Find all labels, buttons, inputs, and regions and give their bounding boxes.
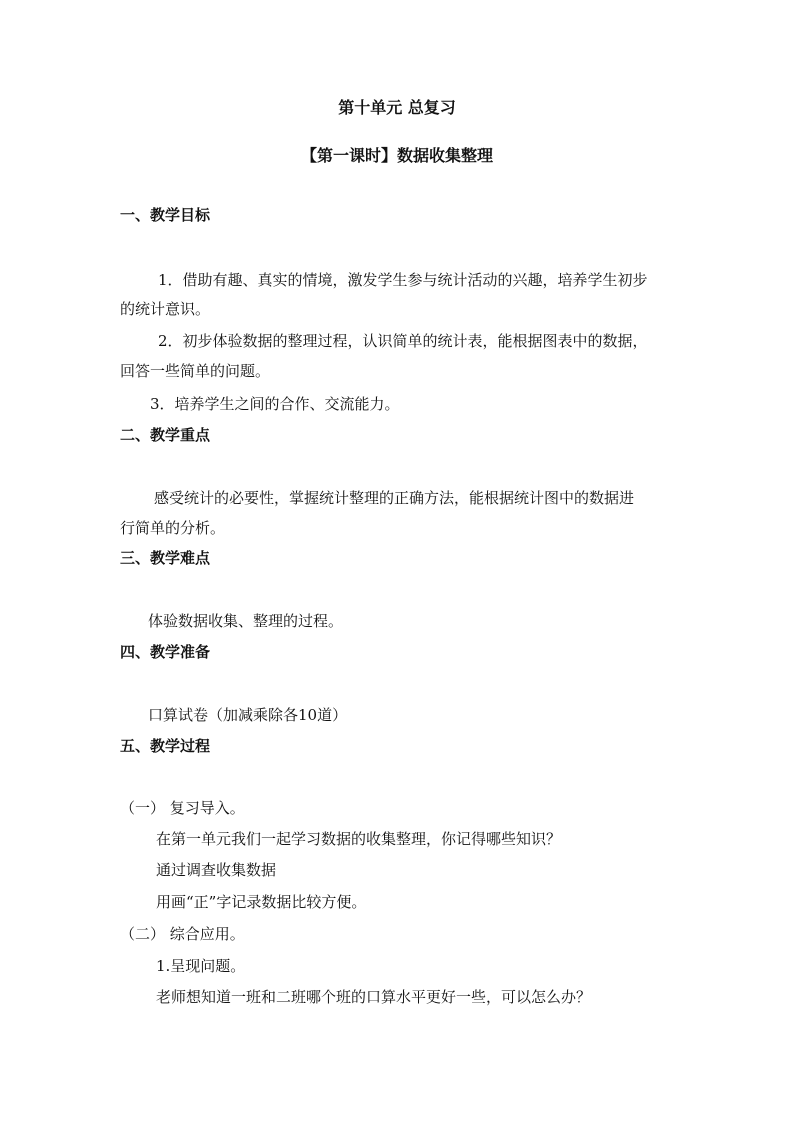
process-line-3: 通过调查收集数据	[156, 861, 277, 879]
section-heading-process: 五、教学过程	[120, 737, 211, 755]
process-line-1: （一） 复习导入。	[120, 799, 245, 817]
objective-line-4: 回答一些简单的问题。	[120, 362, 271, 380]
process-line-5: （二） 综合应用。	[120, 925, 245, 943]
process-line-6: 1.呈现问题。	[156, 957, 246, 975]
objective-line-3: 2．初步体验数据的整理过程，认识简单的统计表，能根据图表中的数据，	[158, 332, 648, 350]
key-point-line-2: 行简单的分析。	[120, 519, 226, 537]
objective-line-2: 的统计意识。	[120, 300, 211, 318]
document-title: 第十单元 总复习	[338, 98, 456, 117]
key-point-line-1: 感受统计的必要性，掌握统计整理的正确方法，能根据统计图中的数据进	[154, 489, 635, 507]
objective-line-5: 3．培养学生之间的合作、交流能力。	[150, 395, 400, 413]
section-heading-key-points: 二、教学重点	[120, 426, 211, 444]
difficulty-line-1: 体验数据收集、整理的过程。	[148, 612, 344, 630]
process-line-4: 用画“正”字记录数据比较方便。	[156, 893, 367, 911]
section-heading-objectives: 一、教学目标	[120, 206, 211, 224]
process-line-2: 在第一单元我们一起学习数据的收集整理，你记得哪些知识？	[156, 830, 562, 848]
objective-line-1: 1．借助有趣、真实的情境，激发学生参与统计活动的兴趣，培养学生初步	[158, 271, 648, 289]
preparation-line-1: 口算试卷（加减乘除各10道）	[148, 706, 348, 724]
document-subtitle: 【第一课时】数据收集整理	[300, 146, 493, 165]
process-line-7: 老师想知道一班和二班哪个班的口算水平更好一些，可以怎么办？	[156, 988, 592, 1006]
section-heading-difficulties: 三、教学难点	[120, 549, 211, 567]
section-heading-preparation: 四、教学准备	[120, 643, 211, 661]
